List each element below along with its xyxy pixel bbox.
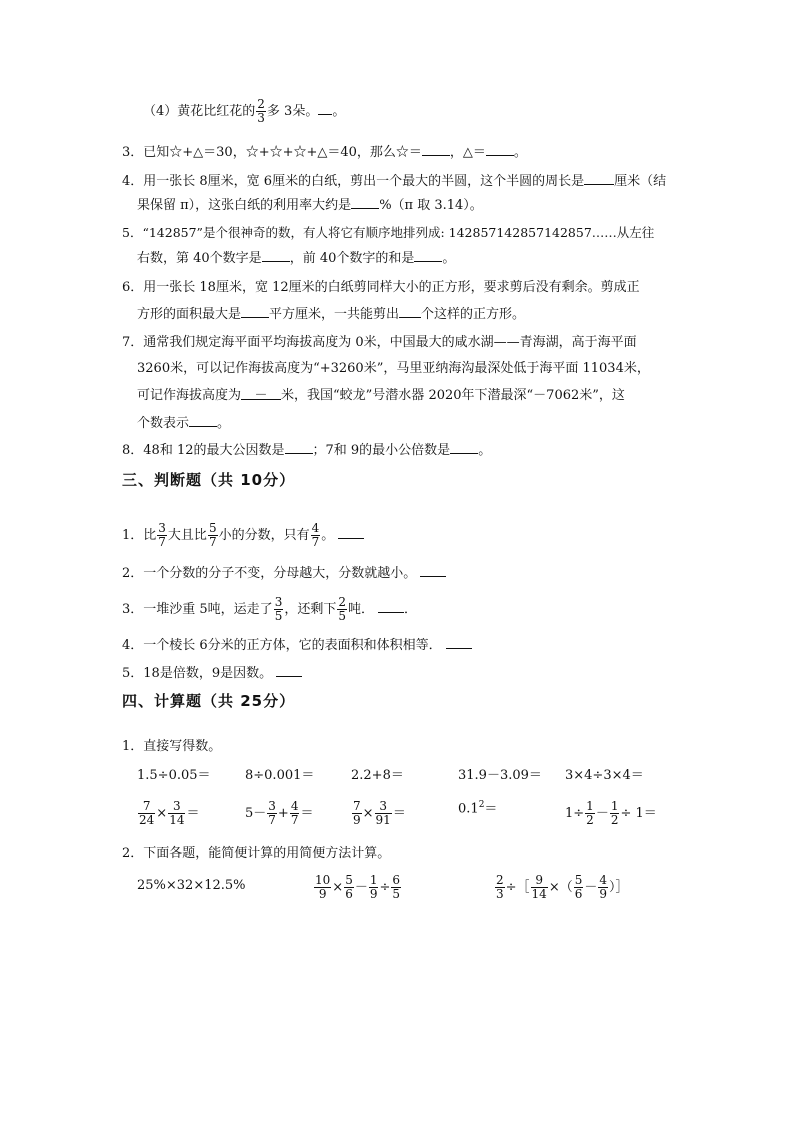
calc-1-item-10: 1÷ $\frac{1}{2}$ － $\frac{1}{2}$ ÷ 1＝ [565, 799, 657, 827]
calc-1-title: 1．直接写得数。 [122, 739, 222, 754]
answer-blank[interactable] [420, 564, 446, 577]
judge-2: 2．一个分数的分子不变，分母越大，分数就越小。 [122, 564, 446, 583]
question-4-line-1: 4．用一张长 8厘米，宽 6厘米的白纸，剪出一个最大的半圆，这个半圆的周长是 厘米（结 [122, 174, 667, 189]
section-4-title: 四、计算题（共 25分） [122, 692, 296, 710]
answer-blank[interactable] [262, 249, 290, 262]
calc-1-item-1: 1.5÷0.05＝ [137, 768, 211, 783]
answer-blank[interactable] [450, 441, 478, 454]
question-2-4: （4）黄花比红花的 $\frac{2}{3}$ 多 3朵。 。 [143, 97, 346, 125]
question-6-line-1: 6．用一张长 18厘米，宽 12厘米的白纸剪同样大小的正方形，要求剪后没有剩余。剪成正 [122, 280, 640, 295]
answer-blank[interactable] [338, 526, 364, 539]
question-5-line-1: 5．“142857”是个很神奇的数，有人将它有顺序地排列成: 142857142857142857……从左往 [122, 225, 655, 240]
judge-1: 1．比 $\frac{3}{7}$ 大且比 $\frac{5}{7}$ 小的分数，只有 $\frac{4}{7}$ 。 [122, 522, 364, 549]
question-7-line-3: 可记作海拔高度为 － 米，我国“蛟龙”号潜水器 2020年下潜最深“－7062米”，这 [137, 388, 625, 403]
fraction: $\frac{3}{7}$ [158, 521, 166, 549]
text: （4）黄花比红花的 [143, 104, 256, 119]
section-3-title: 三、判断题（共 10分） [122, 471, 296, 489]
fraction: $\frac{5}{7}$ [208, 521, 217, 549]
calc-1-item-8: $\frac{7}{9}$ × $\frac{3}{91}$ ＝ [353, 799, 406, 827]
question-7-line-1: 7．通常我们规定海平面平均海拔高度为 0米，中国最大的咸水湖——青海湖，高于海平面 [122, 335, 637, 350]
answer-blank[interactable] [414, 249, 442, 262]
calc-2-item-3: $\frac{2}{3}$ ÷［ $\frac{9}{14}$ ×（ $\frac{5}{6}$ － $\frac{4}{9}$ ）］ [496, 873, 629, 901]
answer-blank[interactable] [241, 305, 269, 318]
question-3: 3．已知☆+△＝30，☆+☆+☆+△＝40，那么☆＝ ，△＝ 。 [122, 145, 527, 160]
answer-blank[interactable]: － [241, 387, 281, 400]
answer-blank[interactable] [318, 102, 332, 115]
judge-4: 4．一个棱长 6分米的正方体，它的表面积和体积相等． [122, 636, 472, 655]
calc-1-item-5: 3×4÷3×4＝ [565, 768, 644, 783]
fraction: $\frac{4}{7}$ [311, 521, 320, 549]
calc-1-item-3: 2.2+8＝ [351, 768, 404, 783]
answer-blank[interactable] [351, 196, 379, 209]
question-5-line-2: 右数，第 40个数字是 ，前 40个数字的和是 。 [137, 251, 456, 266]
answer-blank[interactable] [446, 636, 472, 649]
question-8: 8．48和 12的最大公因数是 ；7和 9的最小公倍数是 。 [122, 443, 492, 458]
calc-1-item-7: 5－ $\frac{3}{7}$ + $\frac{4}{7}$ ＝ [245, 799, 314, 827]
answer-blank[interactable] [422, 143, 450, 156]
calc-1-item-2: 8÷0.001＝ [245, 768, 315, 783]
fraction: $\frac{2}{3}$ [257, 97, 265, 125]
calc-1-item-9: $0.1^2=$ [458, 800, 498, 817]
answer-blank[interactable] [399, 305, 421, 318]
question-6-line-2: 方形的面积最大是 平方厘米，一共能剪出 个这样的正方形。 [137, 307, 526, 322]
fraction: $\frac{2}{5}$ [338, 595, 346, 623]
answer-blank[interactable] [189, 414, 217, 427]
calc-2-item-2: $\frac{10}{9}$ × $\frac{5}{6}$ － $\frac{1}{9}$ ÷ $\frac{6}{5}$ [315, 873, 401, 901]
answer-blank[interactable] [285, 441, 313, 454]
fraction: $\frac{3}{5}$ [274, 595, 283, 623]
question-7-line-2: 3260米，可以记作海拔高度为“+3260米”，马里亚纳海沟最深处低于海平面 11034米， [137, 361, 650, 376]
answer-blank[interactable] [276, 664, 302, 677]
question-4-line-2: 果保留 π），这张白纸的利用率大约是 %（π 取 3.14）。 [137, 198, 483, 213]
answer-blank[interactable] [486, 143, 514, 156]
answer-blank[interactable] [378, 600, 404, 613]
calc-1-item-6: $\frac{7}{24}$ × $\frac{3}{14}$ ＝ [139, 799, 200, 827]
calc-2-title: 2．下面各题，能简便计算的用简便方法计算。 [122, 846, 391, 861]
text: 多 3朵。 [266, 104, 319, 119]
calc-2-item-1: 25%×32×12.5% [137, 878, 246, 893]
question-7-line-4: 个数表示 。 [137, 416, 231, 431]
calc-1-item-4: 31.9－3.09＝ [458, 768, 542, 783]
judge-5: 5．18是倍数，9是因数。 [122, 664, 302, 683]
judge-3: 3．一堆沙重 5吨，运走了 $\frac{3}{5}$ ，还剩下 $\frac{2}{5}$ 吨． ． [122, 595, 418, 623]
answer-blank[interactable] [584, 172, 614, 185]
